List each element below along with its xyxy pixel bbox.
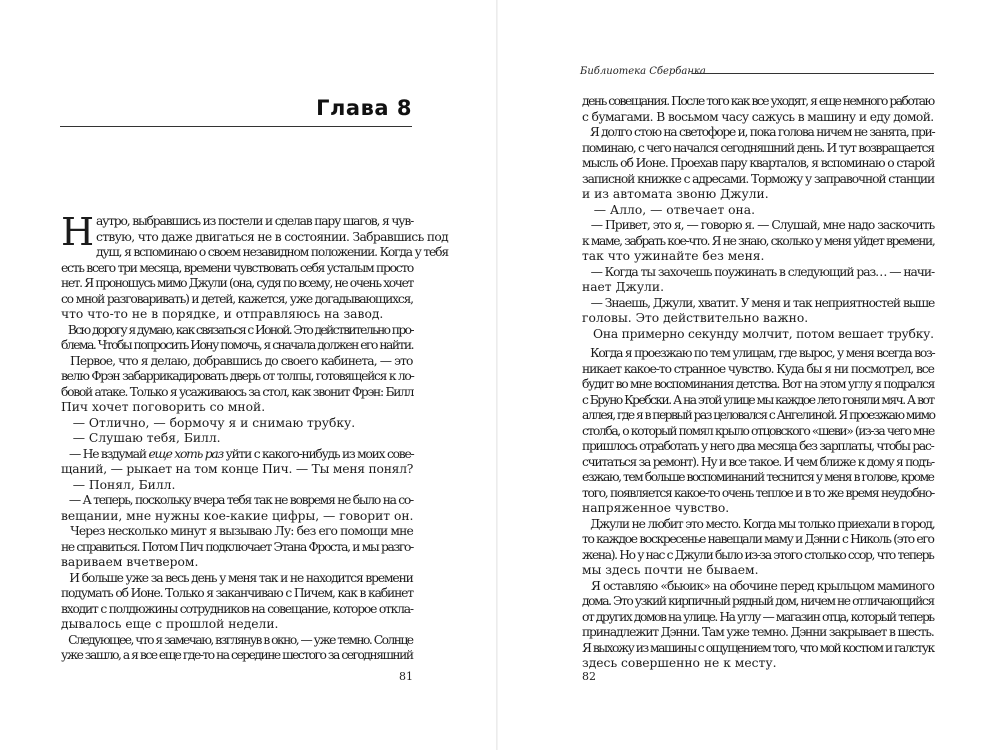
text-line: аллея, где я в первый раз целовался с Ангелиной. Я проезжаю мимо (582, 408, 935, 422)
text-line: не справиться. Потом Пич подключает Этана Фроста, и мы разго- (61, 539, 413, 554)
text-line: подумать об Ионе. Только я заканчиваю с Пичем, как в кабинет (61, 586, 413, 600)
text-line: от других домов на улице. На углу — магазин отца, который теперь (582, 609, 934, 624)
text-line: душ, я вспоминаю о своем незавидном положении. Когда у тебя (95, 245, 448, 259)
text-line-content: аутро, выбравшись из постели и сделав пару шагов, я чув- (95, 214, 414, 228)
text-line: нет. Я проношусь мимо Джули (она, судя по всему, не очень хочет (61, 276, 413, 290)
text-line: уже зашло, а я все еще где-то на середине шестого за сегодняшний (61, 648, 413, 662)
text-line: — Привет, это я, — говорю я. — Слушай, мне надо заскочить (582, 218, 935, 232)
text-line: И больше уже за весь день у меня так и не находится времени (61, 570, 413, 585)
text-line: блема. Чтобы попросить Иону помочь, я сначала должен его найти. (61, 338, 413, 352)
text-line: Следующее, что я замечаю, взглянув в окно, — уже темно. Солнце (61, 632, 413, 647)
text-line: записной книжке с адресами. Торможу у заправочной станции (582, 171, 935, 186)
text-line: никает какое-то странное чувство. Куда бы я ни посмотрел, все (582, 361, 934, 376)
text-line: велю Фрэн забаррикадировать дверь от толпы, готовящейся к ло- (61, 369, 414, 383)
text-line: есть всего три месяца, времени чувствовать себя усталым просто (61, 260, 414, 275)
text-line: день совещания. После того как все уходят, я еще немного работаю (582, 94, 934, 108)
text-line: езжаю, тем больше воспоминаний теснится у меня в голове, кроме (582, 470, 934, 484)
text-line: Я выхожу из машины с ощущением того, что мой костюм и галстук (582, 640, 934, 655)
text-line: — Знаешь, Джули, хватит. У меня и так неприятностей выше (582, 295, 935, 310)
right-page-body-part2 (582, 346, 934, 672)
text-line: и из автомата звоню Джули. (582, 187, 769, 201)
text-line: жена). Но у нас с Джули было из-за этого столько ссор, что теперь (582, 547, 934, 562)
right-page-body-part1 (582, 94, 934, 342)
text-line: входит с полдюжины сотрудников на совещание, которое откла- (61, 601, 413, 616)
chapter-title: Глава 8 (316, 96, 412, 120)
running-header: Библиотека Сбербанка (580, 66, 706, 77)
text-line: здесь совершенно не к месту. (582, 656, 777, 670)
chapter-rule (60, 126, 412, 127)
text-line: так что ужинайте без меня. (582, 249, 765, 263)
header-rule (692, 73, 934, 74)
text-line: Первое, что я делаю, добравшись до своего кабинета, — это (61, 353, 413, 368)
text-line: вещании, мне нужны кое-какие цифры, — говорит он. (61, 508, 414, 523)
drop-cap: Н (61, 210, 93, 254)
left-page-body (61, 210, 449, 664)
right-page (498, 0, 994, 750)
text-line: Когда я проезжаю по тем улицам, где вырос, у меня всегда воз- (582, 346, 935, 360)
text-line: головы. Это действительно важно. (582, 311, 809, 325)
text-line: с бумагами. В восьмом часу сажусь в машину и еду домой. (582, 109, 934, 124)
text-line: напряженное чувство. (582, 501, 730, 515)
text-line: Я долго стою на светофоре и, пока голова ничем не занята, при- (582, 125, 935, 139)
text-line: Всю дорогу я думаю, как связаться с Ионой. Это действительно про- (61, 322, 413, 337)
text-line: — Отлично, — бормочу я и снимаю трубку. (61, 415, 356, 430)
text-line: бовой атаке. Только я усаживаюсь за стол, как звонит Фрэн: Билл (61, 384, 414, 399)
text-line: — Алло, — отвечает она. (582, 202, 755, 217)
text-line: пришлось отработать у него два месяца без зарплаты, чтобы рас- (582, 439, 934, 453)
emphasis: еще хоть раз (148, 446, 223, 461)
text-line: — Когда ты захочешь поужинать в следующий раз… — начи- (582, 264, 935, 279)
text-line: дывалось еще с прошлой недели. (61, 617, 279, 631)
text-line: — А теперь, поскольку вчера тебя так не вовремя не было на со- (61, 493, 413, 507)
text-line: считаться за ремонт). Ну и все такое. И чем ближе к дому я подъ- (582, 454, 934, 469)
text-line: нает Джули. (582, 280, 664, 294)
text-line: будит во мне воспоминания детства. Вот на этом углу я подрался (582, 377, 935, 391)
text-line: мысль об Ионе. Проехав пару кварталов, я вспоминаю о старой (582, 156, 935, 170)
text-line: дома. Это узкий кирпичный рядный дом, ничем не отличающийся (582, 594, 934, 608)
text-line: щаний, — рыкает на том конце Пич. — Ты меня понял? (61, 462, 414, 476)
text-line: — Понял, Билл. (61, 477, 176, 492)
text-line: что что-то не в порядке, и отправляюсь на завод. (61, 307, 384, 321)
text-line: со мной разговаривать) и детей, кажется, уже догадывающихся, (61, 291, 413, 306)
text-line: поминаю, с чего начался сегодняшний день. И тут возвращается (582, 140, 934, 155)
page-number-left: 81 (399, 670, 413, 683)
page-number-right: 82 (582, 670, 596, 683)
text-line: вариваем вчетвером. (61, 555, 199, 569)
text-line: Пич хочет поговорить со мной. (61, 400, 266, 414)
text-line: — Слушаю тебя, Билл. (61, 431, 221, 445)
text-line: принадлежит Дэнни. Там уже темно. Дэнни закрывает в шесть. (582, 625, 934, 639)
text-line: того, появляется какое-то очень теплое и в то же время неудобно- (582, 485, 934, 500)
text-line: столба, о который помял крыло отцовского «шеви» (из-за чего мне (582, 423, 934, 438)
text-line: — Не вздумай еще хоть раз уйти с какого-нибудь из моих сове- (61, 446, 414, 461)
text-line: мы здесь почти не бываем. (582, 563, 759, 577)
text-line: с Бруно Кребски. А на этой улице мы каждое лето гоняли мяч. А вот (582, 392, 934, 407)
text-line: Джули не любит это место. Когда мы только приехали в город, (582, 516, 935, 531)
text-line: то каждое воскресенье навещали маму и Дэнни с Николь (это его (582, 532, 934, 546)
text-line: ствую, что даже двигаться не в состоянии. Забравшись под (95, 229, 449, 244)
text-line: Я оставляю «бьюик» на обочине перед крыльцом маминого (582, 578, 934, 593)
text-line: Через несколько минут я вызываю Лу: без его помощи мне (61, 524, 413, 538)
left-page (0, 0, 496, 750)
text-line: к маме, забрать кое-что. Я не знаю, сколько у меня уйдет времени, (582, 233, 935, 248)
text-line: Она примерно секунду молчит, потом вешает трубку. (582, 326, 934, 341)
